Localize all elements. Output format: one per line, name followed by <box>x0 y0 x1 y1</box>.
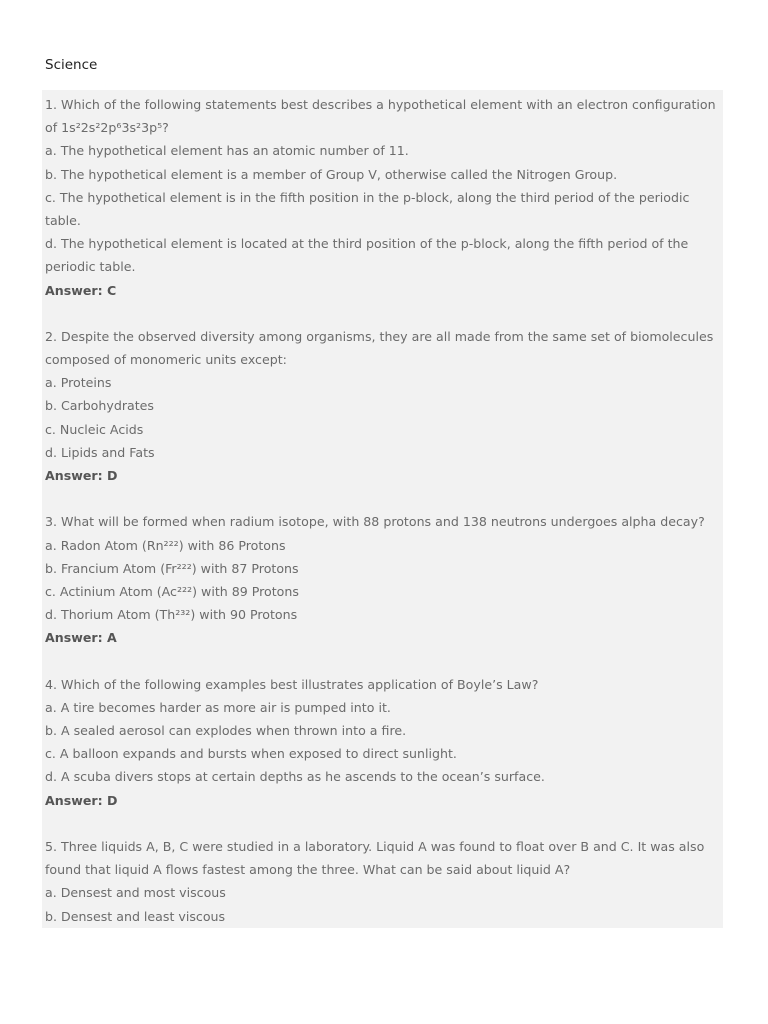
question-spacer <box>45 650 725 673</box>
question-block <box>45 510 725 649</box>
question-line: found that liquid A flows fastest among the three. What can be said about liquid A? <box>45 862 571 878</box>
question-block <box>45 835 725 928</box>
question-line: a. The hypothetical element has an atomic number of 11. <box>45 143 409 159</box>
question-line: a. A tire becomes harder as more air is pumped into it. <box>45 699 391 715</box>
question-spacer <box>45 302 725 325</box>
question-spacer <box>45 487 725 510</box>
answer-label: Answer: A <box>45 630 117 646</box>
answer-label: Answer: D <box>45 468 118 483</box>
question-line: c. Nucleic Acids <box>45 421 144 437</box>
answer-label: Answer: D <box>45 792 118 808</box>
question-line: c. A balloon expands and bursts when exposed to direct sunlight. <box>45 746 457 762</box>
question-line: c. The hypothetical element is in the fifth position in the p-block, along the third period of the periodic <box>45 189 690 205</box>
question-line: d. Thorium Atom (Th²³²) with 90 Protons <box>45 607 298 623</box>
question-line: c. Actinium Atom (Ac²²²) with 89 Protons <box>45 583 299 599</box>
question-block <box>45 93 725 302</box>
question-line: composed of monomeric units except: <box>45 352 287 368</box>
question-line: a. Densest and most viscous <box>45 885 226 901</box>
questions-content <box>45 93 725 928</box>
question-line: b. Francium Atom (Fr²²²) with 87 Protons <box>45 560 299 576</box>
question-line: b. Carbohydrates <box>45 398 154 414</box>
question-line: d. The hypothetical element is located at the third position of the p-block, along the fifth period of the <box>45 236 689 252</box>
question-line: b. A sealed aerosol can explodes when thrown into a fire. <box>45 723 407 739</box>
question-spacer <box>45 812 725 835</box>
question-text: 3. What will be formed when radium isotope, with 88 protons and 138 neutrons undergoes alpha decay? <box>45 514 705 530</box>
question-line: b. The hypothetical element is a member of Group V, otherwise called the Nitrogen Group. <box>45 166 618 182</box>
answer-label: Answer: C <box>45 282 117 298</box>
page-title: Science <box>45 57 98 73</box>
question-text: 1. Which of the following statements best describes a hypothetical element with an electron configuration <box>45 97 716 112</box>
question-line: of 1s²2s²2p⁶3s²3p⁵? <box>45 120 169 136</box>
question-text: 4. Which of the following examples best illustrates application of Boyle’s Law? <box>45 676 539 692</box>
question-text: 5. Three liquids A, B, C were studied in a laboratory. Liquid A was found to float over B and C. It was also <box>45 839 705 854</box>
question-line: d. Lipids and Fats <box>45 444 155 460</box>
question-line: a. Radon Atom (Rn²²²) with 86 Protons <box>45 537 286 553</box>
question-line: a. Proteins <box>45 375 112 391</box>
question-text: 2. Despite the observed diversity among organisms, they are all made from the same set of biomolecules <box>45 328 714 344</box>
question-line: periodic table. <box>45 259 136 275</box>
question-block <box>45 673 725 812</box>
question-line: b. Densest and least viscous <box>45 908 226 924</box>
question-block <box>45 325 725 487</box>
question-line: d. A scuba divers stops at certain depths as he ascends to the ocean’s surface. <box>45 769 545 785</box>
question-line: table. <box>45 212 81 228</box>
